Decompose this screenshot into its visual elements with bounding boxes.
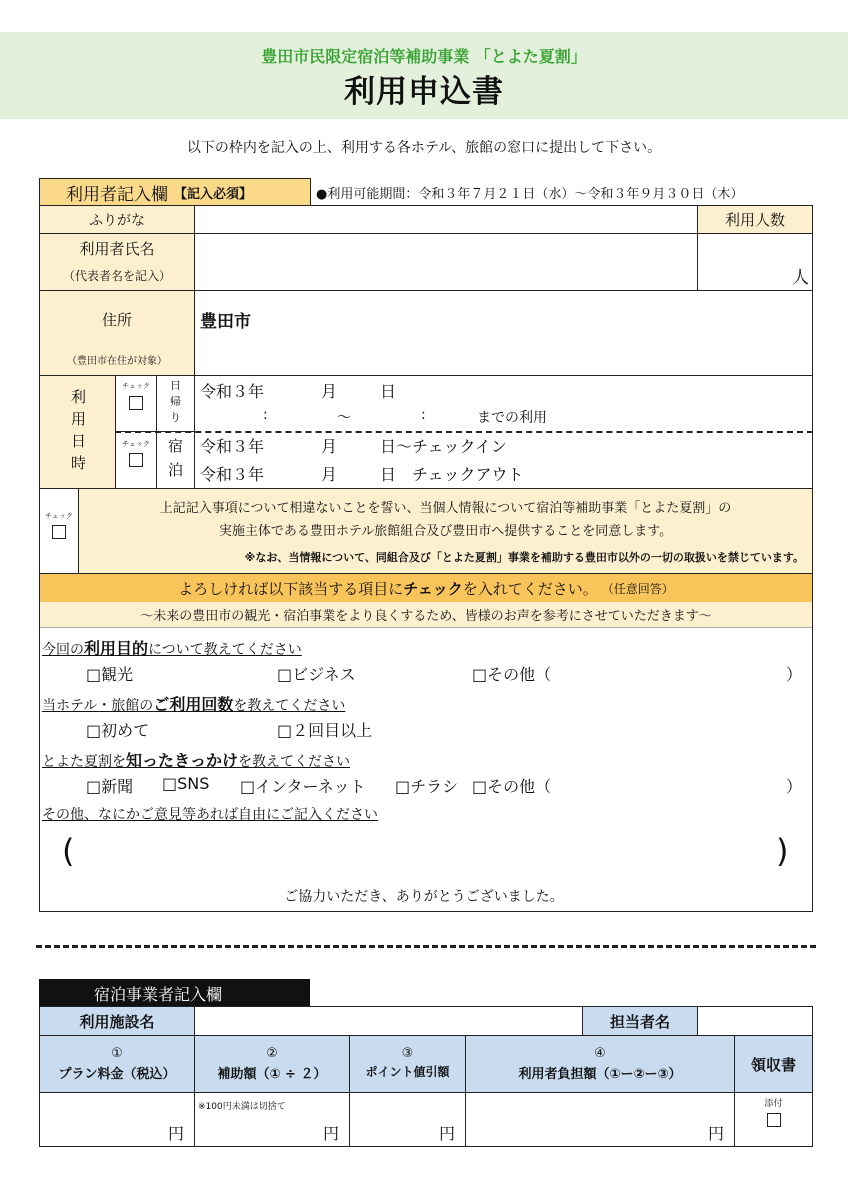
stay-in-month: 月: [321, 437, 338, 456]
point-discount-label: ポイント値引額: [365, 1065, 450, 1079]
dayuse-day: 日: [380, 382, 397, 401]
yen-unit: 円: [438, 1124, 455, 1143]
dayuse-label-char: 帰: [170, 395, 181, 408]
q1-option-other-close: ）: [786, 665, 803, 684]
instruction-text: 以下の枠内を記入の上、利用する各ホテル、旅館の窓口に提出して下さい。: [186, 140, 662, 156]
q3-post: を教えてください: [238, 754, 351, 770]
dayuse-check-cell: [115, 375, 157, 432]
q3-option-sns[interactable]: □SNS: [162, 774, 210, 793]
yen-unit: 円: [167, 1124, 184, 1143]
q3-option-other[interactable]: □その他（: [472, 777, 552, 796]
dayuse-colon2: :: [421, 407, 426, 423]
q1-option-sightseeing[interactable]: □観光: [86, 665, 134, 684]
people-label: 利用人数: [697, 205, 813, 234]
stay-field[interactable]: [194, 432, 813, 489]
receipt-header: 領収書: [734, 1035, 813, 1093]
yen-unit: 円: [707, 1124, 724, 1143]
q4-heading: その他、なにかご意見等あれば自由にご記入ください: [42, 807, 378, 823]
q2-option-repeat[interactable]: □２回目以上: [277, 721, 373, 740]
consent-checkbox[interactable]: [52, 525, 66, 539]
stay-label-char: 泊: [167, 461, 183, 479]
furigana-label: ふりがな: [39, 205, 195, 234]
survey-banner: [40, 574, 812, 602]
stay-checkbox[interactable]: [129, 453, 143, 467]
date-label-char: 利: [70, 388, 86, 406]
name-label-cell: [39, 233, 195, 291]
user-section-title-text: 利用者記入欄: [66, 184, 168, 205]
date-label-char: 日: [70, 432, 86, 450]
q2-bold: ご利用回数: [153, 695, 234, 714]
business-section-title: 宿泊事業者記入欄: [39, 979, 310, 1007]
q1-pre: 今回の: [42, 642, 84, 658]
facility-label: 利用施設名: [39, 1006, 195, 1036]
people-field[interactable]: [697, 233, 813, 291]
yen-unit: 円: [322, 1124, 339, 1143]
q3-bold: 知ったきっかけ: [126, 751, 239, 770]
subsidy-label: 補助額（① ÷ ２）: [217, 1067, 327, 1082]
q3-pre: とよた夏割を: [42, 754, 126, 770]
dayuse-field[interactable]: [194, 375, 813, 432]
stay-check-cell: [115, 432, 157, 489]
consent-note: ※なお、当情報について、同組合及び「とよた夏割」事業を補助する豊田市以外の一切の取扱いを禁じています。: [244, 551, 804, 564]
dayuse-era: 令和３年: [200, 382, 265, 401]
thanks-text: ご協力いただき、ありがとうございました。: [284, 889, 564, 905]
user-section-title: [39, 178, 311, 206]
survey-banner-pre: よろしければ以下該当する項目に: [178, 579, 404, 598]
survey-banner-note: （任意回答）: [601, 581, 674, 596]
name-field[interactable]: [194, 233, 698, 291]
q2-pre: 当ホテル・旅館の: [42, 698, 154, 714]
stay-out-era: 令和３年: [200, 465, 265, 484]
point-discount-header: [349, 1035, 466, 1093]
q3-option-flyer[interactable]: □チラシ: [395, 777, 459, 796]
q2-option-first[interactable]: □初めて: [86, 721, 150, 740]
attach-label: 添付: [764, 1099, 783, 1109]
furigana-field[interactable]: [194, 205, 698, 234]
consent-line-1: 上記記入事項について相違ないことを誓い、当個人情報について宿泊等補助事業「とよた夏割」の: [159, 501, 732, 516]
point-discount-field[interactable]: [349, 1092, 466, 1147]
q3-option-internet[interactable]: □インターネット: [240, 777, 366, 796]
q3-heading: [42, 748, 350, 771]
check-small-label: チェック: [45, 512, 73, 520]
address-label-cell: [39, 290, 195, 376]
staff-label: 担当者名: [582, 1006, 698, 1036]
q1-heading: [42, 636, 302, 659]
stay-out-month: 月: [321, 465, 338, 484]
survey-banner-bold: チェック: [403, 579, 463, 598]
check-small-label: チェック: [122, 382, 150, 390]
survey-subbanner: ～未来の豊田市の観光・宿泊事業をより良くするため、皆様のお声を参考にさせていただきます～: [40, 602, 812, 628]
cut-line: [36, 945, 816, 948]
page-title: 利用申込書: [344, 74, 504, 110]
consent-check-cell: [39, 488, 79, 574]
dayuse-tilde: ～: [337, 410, 351, 426]
check-small-label: チェック: [122, 440, 150, 448]
header-subtitle: 豊田市民限定宿泊等補助事業 「とよた夏割」: [261, 47, 587, 66]
consent-text-cell: [78, 488, 813, 574]
round-down-note: ※100円未満は切捨て: [198, 1102, 286, 1112]
usage-period: ●利用可能期間：令和３年７月２１日（水）～令和３年９月３０日（木）: [316, 187, 744, 202]
q3-option-newspaper[interactable]: □新聞: [86, 777, 134, 796]
name-note: （代表者名を記入）: [62, 269, 171, 283]
facility-field[interactable]: [194, 1006, 583, 1036]
address-value: 豊田市: [200, 312, 251, 332]
stay-label-char: 宿: [167, 437, 183, 455]
subsidy-field[interactable]: [194, 1092, 350, 1147]
stay-label-cell: [156, 432, 195, 489]
receipt-cell: [734, 1092, 813, 1147]
stay-in-day: 日～チェックイン: [380, 437, 507, 456]
q1-bold: 利用目的: [84, 639, 149, 658]
user-burden-field[interactable]: [465, 1092, 735, 1147]
user-burden-num: ④: [594, 1046, 606, 1061]
dayuse-month: 月: [321, 382, 338, 401]
comment-close-paren: ): [776, 832, 789, 870]
address-field[interactable]: [194, 290, 813, 376]
q3-option-other-close: ）: [786, 777, 803, 796]
subsidy-header: [194, 1035, 350, 1093]
date-label-char: 時: [70, 454, 86, 472]
q1-option-other[interactable]: □その他（: [472, 665, 552, 684]
point-discount-num: ③: [401, 1046, 414, 1061]
dayuse-label-char: り: [170, 411, 181, 424]
plan-fee-field[interactable]: [39, 1092, 195, 1147]
survey-banner-post: を入れてください。: [462, 579, 598, 598]
user-burden-label: 利用者負担額（①ー②ー③）: [518, 1067, 682, 1082]
stay-out-day: 日 チェックアウト: [380, 465, 524, 484]
dayuse-until: までの利用: [477, 410, 547, 426]
date-label-char: 用: [70, 410, 86, 428]
name-label: 利用者氏名: [79, 240, 155, 258]
user-burden-header: [465, 1035, 735, 1093]
dayuse-checkbox[interactable]: [129, 396, 143, 410]
q4-comment-field[interactable]: [60, 828, 794, 876]
required-badge: 【記入必須】: [174, 186, 253, 202]
receipt-checkbox[interactable]: [767, 1113, 781, 1127]
subsidy-num: ②: [266, 1046, 278, 1061]
people-unit: 人: [792, 268, 809, 288]
dayuse-label-cell: [156, 375, 195, 432]
dayuse-label-char: 日: [170, 379, 181, 392]
address-label: 住所: [101, 311, 132, 329]
q2-post: を教えてください: [233, 698, 346, 714]
stay-in-era: 令和３年: [200, 437, 265, 456]
date-label-cell: [39, 375, 116, 489]
plan-fee-num: ①: [111, 1046, 123, 1061]
plan-fee-header: [39, 1035, 195, 1093]
comment-open-paren: (: [62, 832, 75, 870]
staff-field[interactable]: [697, 1006, 813, 1036]
dayuse-colon1: :: [263, 407, 268, 423]
address-note: （豊田市在住が対象）: [67, 356, 167, 367]
q1-post: について教えてください: [148, 642, 302, 658]
q1-option-business[interactable]: □ビジネス: [277, 665, 356, 684]
consent-line-2: 実施主体である豊田ホテル旅館組合及び豊田市へ提供することを同意します。: [218, 524, 673, 539]
plan-fee-label: プラン料金（税込）: [58, 1067, 176, 1082]
q2-heading: [42, 692, 345, 715]
